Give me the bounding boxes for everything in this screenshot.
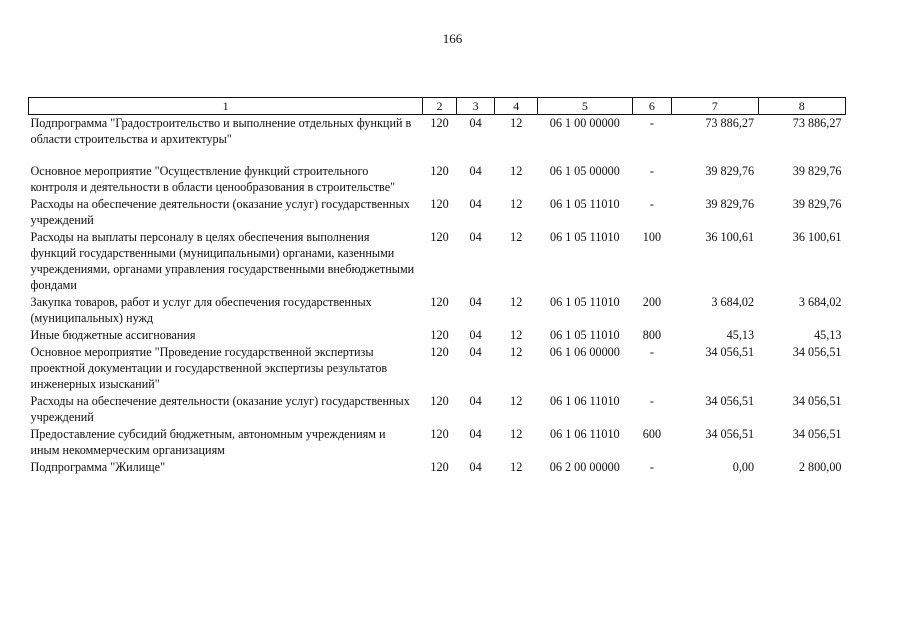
row-col3: 04 xyxy=(469,394,482,408)
row-col6: 200 xyxy=(642,295,662,309)
row-col8: 73 886,27 xyxy=(792,116,842,130)
row-col8: 3 684,02 xyxy=(798,295,842,309)
row-col8: 36 100,61 xyxy=(792,230,842,244)
row-col7: 34 056,51 xyxy=(705,427,755,441)
col-header-3: 3 xyxy=(456,98,495,115)
row-col5: 06 1 05 00000 xyxy=(549,164,620,178)
row-col7: 3 684,02 xyxy=(711,295,755,309)
row-col6: 800 xyxy=(642,328,662,342)
row-col6: - xyxy=(649,345,654,359)
row-col2: 120 xyxy=(430,427,449,441)
row-col8: 39 829,76 xyxy=(792,197,842,211)
row-col7: 0,00 xyxy=(732,460,755,474)
row-col7: 39 829,76 xyxy=(705,197,755,211)
row-col8: 34 056,51 xyxy=(792,345,842,359)
row-col4: 12 xyxy=(510,230,523,244)
row-col7: 73 886,27 xyxy=(705,116,755,130)
row-name: Иные бюджетные ассигнования xyxy=(30,328,196,342)
row-col6: 100 xyxy=(642,230,662,244)
table-row xyxy=(29,163,846,196)
row-col2: 120 xyxy=(430,328,449,342)
row-col7: 34 056,51 xyxy=(705,394,755,408)
row-col8: 39 829,76 xyxy=(792,164,842,178)
row-col4: 12 xyxy=(510,116,523,130)
row-col7: 36 100,61 xyxy=(705,230,755,244)
row-col7: 34 056,51 xyxy=(705,345,755,359)
row-name: Расходы на выплаты персоналу в целях обеспечения выполнения функций государственными (муниципальными) органами, казенными учреждениями, органами управления государственными внебюджетными фондами xyxy=(30,230,415,292)
col-header-5: 5 xyxy=(538,98,633,115)
row-col7: 39 829,76 xyxy=(705,164,755,178)
row-col5: 06 1 05 11010 xyxy=(550,295,620,309)
row-col4: 12 xyxy=(510,197,523,211)
row-col2: 120 xyxy=(430,394,449,408)
row-name: Расходы на обеспечение деятельности (оказание услуг) государственных учреждений xyxy=(30,197,410,227)
row-col3: 04 xyxy=(469,116,482,130)
row-col2: 120 xyxy=(430,230,449,244)
row-name: Подпрограмма "Жилище" xyxy=(30,460,166,474)
row-col8: 2 800,00 xyxy=(798,460,842,474)
row-col2: 120 xyxy=(430,460,449,474)
page-number: 166 xyxy=(442,31,463,46)
row-col3: 04 xyxy=(469,345,482,359)
row-col2: 120 xyxy=(430,345,449,359)
table-row xyxy=(29,393,846,426)
row-col5: 06 1 06 11010 xyxy=(550,394,620,408)
table-row xyxy=(29,196,846,229)
row-col6: - xyxy=(649,116,654,130)
row-col5: 06 1 06 00000 xyxy=(549,345,620,359)
table-row xyxy=(29,327,846,344)
row-col8: 34 056,51 xyxy=(792,427,842,441)
row-col4: 12 xyxy=(510,164,523,178)
row-col4: 12 xyxy=(510,394,523,408)
table-row xyxy=(29,344,846,393)
row-col5: 06 1 05 11010 xyxy=(550,328,620,342)
row-col5: 06 1 05 11010 xyxy=(550,230,620,244)
row-col6: - xyxy=(649,197,654,211)
row-col6: - xyxy=(649,460,654,474)
row-col6: - xyxy=(649,164,654,178)
row-col6: - xyxy=(649,394,654,408)
row-col5: 06 1 06 11010 xyxy=(550,427,620,441)
table-row xyxy=(29,229,846,294)
col-header-2: 2 xyxy=(423,98,457,115)
col-header-7: 7 xyxy=(672,98,758,115)
row-col3: 04 xyxy=(469,295,482,309)
row-col4: 12 xyxy=(510,460,523,474)
col-header-8: 8 xyxy=(758,98,845,115)
row-name: Расходы на обеспечение деятельности (оказание услуг) государственных учреждений xyxy=(30,394,410,424)
row-col2: 120 xyxy=(430,116,449,130)
row-col5: 06 2 00 00000 xyxy=(549,460,620,474)
row-col7: 45,13 xyxy=(726,328,755,342)
row-col6: 600 xyxy=(642,427,662,441)
row-col4: 12 xyxy=(510,427,523,441)
row-col3: 04 xyxy=(469,460,482,474)
row-col3: 04 xyxy=(469,230,482,244)
table-row xyxy=(29,426,846,459)
row-col4: 12 xyxy=(510,345,523,359)
table-header-row xyxy=(29,98,846,115)
row-col2: 120 xyxy=(430,197,449,211)
row-col3: 04 xyxy=(469,427,482,441)
row-col5: 06 1 00 00000 xyxy=(549,116,620,130)
row-name: Основное мероприятие "Осуществление функций строительного контроля и деятельности в области ценообразования в строительстве" xyxy=(30,164,396,194)
row-name: Основное мероприятие "Проведение государственной экспертизы проектной документации и государственной экспертизы результатов инженерных изысканий" xyxy=(30,345,388,391)
col-header-4: 4 xyxy=(495,98,538,115)
row-name: Закупка товаров, работ и услуг для обеспечения государственных (муниципальных) нужд xyxy=(30,295,372,325)
row-col2: 120 xyxy=(430,164,449,178)
row-col4: 12 xyxy=(510,328,523,342)
table-row xyxy=(29,294,846,327)
col-header-1: 1 xyxy=(29,98,423,115)
row-col8: 45,13 xyxy=(814,328,842,342)
col-header-6: 6 xyxy=(632,98,672,115)
row-col3: 04 xyxy=(469,164,482,178)
table-row xyxy=(29,459,846,476)
row-col2: 120 xyxy=(430,295,449,309)
row-col4: 12 xyxy=(510,295,523,309)
row-name: Предоставление субсидий бюджетным, автономным учреждениям и иным некоммерческим организациям xyxy=(30,427,386,457)
table-row xyxy=(29,115,846,164)
row-col3: 04 xyxy=(469,328,482,342)
budget-table xyxy=(28,97,846,476)
row-name: Подпрограмма "Градостроительство и выполнение отдельных функций в области строительства и архитектуры" xyxy=(30,116,412,146)
row-col8: 34 056,51 xyxy=(792,394,842,408)
row-col5: 06 1 05 11010 xyxy=(550,197,620,211)
row-col3: 04 xyxy=(469,197,482,211)
